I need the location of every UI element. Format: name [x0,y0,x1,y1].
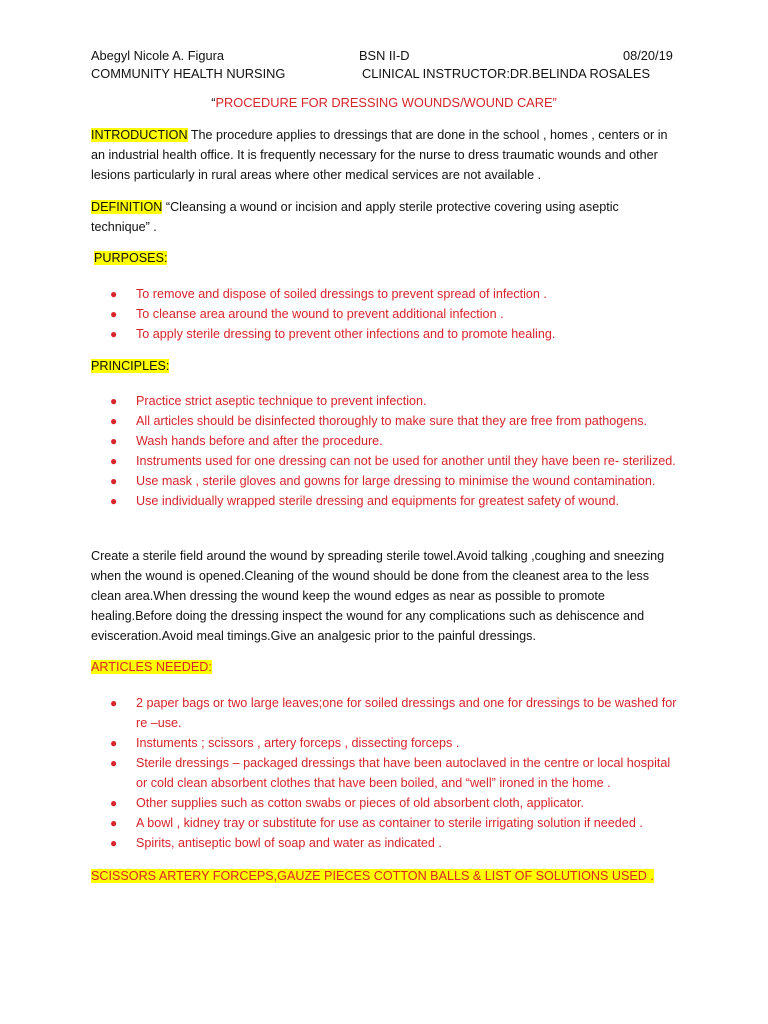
bullet-icon: ● [110,287,118,301]
definition-line-1: “Cleansing a wound or incision and apply sterile protective covering using aseptic [162,200,619,214]
list-item: ● Wash hands before and after the procedure. [110,431,680,451]
introduction-line-2: an industrial health office. It is frequently necessary for the nurse to dress traumatic wounds and other [91,148,658,162]
introduction-section [91,125,691,185]
introduction-line-3: lesions particularly in rural areas where other medical services are not available . [91,168,542,182]
definition-label: DEFINITION [91,200,163,214]
principles-list [110,391,680,511]
list-item: ● To apply sterile dressing to prevent other infections and to promote healing. [110,324,680,344]
supplies-summary [91,869,654,883]
introduction-label: INTRODUCTION [91,128,188,142]
list-item: ● Other supplies such as cotton swabs or pieces of old absorbent cloth, applicator. [110,793,680,813]
list-item: ● Use mask , sterile gloves and gowns for large dressing to minimise the wound contamination. [110,471,680,491]
bullet-icon: ● [110,474,118,488]
subject-title: COMMUNITY HEALTH NURSING [91,66,286,81]
introduction-line-1: The procedure applies to dressings that are done in the school , homes , centers or in [187,128,668,142]
list-item: ● To remove and dispose of soiled dressings to prevent spread of infection . [110,284,680,304]
bullet-icon: ● [110,307,118,321]
articles-list [110,693,680,853]
bullet-icon: ● [110,696,118,710]
document-date: 08/20/19 [623,48,673,63]
procedure-paragraph [91,546,701,646]
list-item: ● Instuments ; scissors , artery forceps , dissecting forceps . [110,733,680,753]
list-item: ● 2 paper bags or two large leaves;one for soiled dressings and one for dressings to be washed for re –use. [110,693,680,733]
course-section: BSN II-D [359,48,410,63]
list-item: ● To cleanse area around the wound to prevent additional infection . [110,304,680,324]
title-open-quote: “ [211,95,216,110]
definition-line-2: technique” . [91,220,157,234]
principles-label: PRINCIPLES: [91,359,170,373]
bullet-icon: ● [110,454,118,468]
supplies-summary-text: SCISSORS ARTERY FORCEPS,GAUZE PIECES COTTON BALLS & LIST OF SOLUTIONS USED . [91,869,654,883]
principles-heading [91,359,169,373]
bullet-icon: ● [110,394,118,408]
bullet-icon: ● [110,434,118,448]
clinical-instructor: CLINICAL INSTRUCTOR:DR.BELINDA ROSALES [362,66,650,81]
bullet-icon: ● [110,736,118,750]
paragraph-line-1: Create a sterile field around the wound by spreading sterile towel.Avoid talking ,coughing and sneezing [91,549,665,563]
purposes-label: PURPOSES: [94,251,168,265]
author-name: Abegyl Nicole A. Figura [91,48,225,63]
list-item: ● All articles should be disinfected thoroughly to make sure that they are free from pathogens. [110,411,680,431]
paragraph-line-5: evisceration.Avoid meal timings.Give an analgesic prior to the painful dressings. [91,629,536,643]
document-title [0,95,768,110]
list-item: ● Instruments used for one dressing can not be used for another until they have been re- sterilized. [110,451,680,471]
articles-heading [91,660,212,674]
definition-section [91,197,691,237]
list-item: ● Practice strict aseptic technique to prevent infection. [110,391,680,411]
title-text: PROCEDURE FOR DRESSING WOUNDS/WOUND CARE” [215,95,557,110]
bullet-icon: ● [110,836,118,850]
list-item: ● Sterile dressings – packaged dressings that have been autoclaved in the centre or local hospital or cold clean absorbent clothes that have been boiled, and “well” ironed in the home . [110,753,680,793]
bullet-icon: ● [110,756,118,770]
list-item: ● Spirits, antiseptic bowl of soap and water as indicated . [110,833,680,853]
paragraph-line-3: clean area.When dressing the wound keep the wound edges as near as possible to promote [91,589,605,603]
bullet-icon: ● [110,816,118,830]
articles-label: ARTICLES NEEDED: [91,660,212,674]
paragraph-line-4: healing.Before doing the dressing inspect the wound for any complications such as dehiscence and [91,609,645,623]
list-item: ● Use individually wrapped sterile dressing and equipments for greatest safety of wound. [110,491,680,511]
purposes-list [110,284,680,344]
bullet-icon: ● [110,414,118,428]
bullet-icon: ● [110,796,118,810]
list-item: ● A bowl , kidney tray or substitute for use as container to sterile irrigating solution if needed . [110,813,680,833]
purposes-heading [94,251,167,265]
paragraph-line-2: when the wound is opened.Cleaning of the wound should be done from the cleanest area to the less [91,569,650,583]
bullet-icon: ● [110,327,118,341]
bullet-icon: ● [110,494,118,508]
